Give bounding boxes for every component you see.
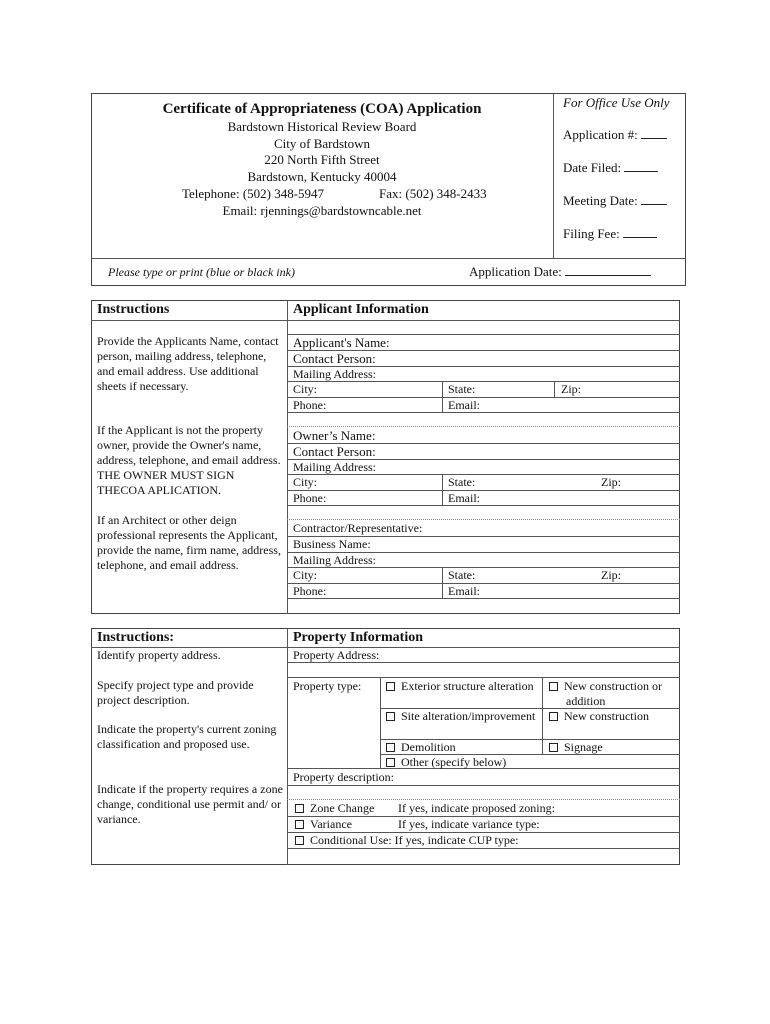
contractor-city[interactable]: City: xyxy=(293,568,318,582)
opt-new-construction[interactable] xyxy=(549,709,649,724)
conditional-use-row[interactable] xyxy=(295,833,519,848)
instructions-heading-2: Instructions: xyxy=(97,630,175,645)
opt-new-construction-label: New construction xyxy=(564,709,649,723)
street-address: 220 North Fifth Street xyxy=(264,152,380,167)
grid-rule xyxy=(442,567,443,598)
contractor-zip[interactable]: Zip: xyxy=(601,568,621,582)
checkbox-new-construction[interactable] xyxy=(549,712,558,721)
owner-phone[interactable]: Phone: xyxy=(293,491,327,505)
office-filing-fee xyxy=(563,226,657,241)
application-date-field[interactable] xyxy=(565,264,651,276)
checkbox-demolition[interactable] xyxy=(386,743,395,752)
opt-signage[interactable] xyxy=(549,740,603,755)
office-date-filed-label: Date Filed: xyxy=(563,160,622,175)
application-date xyxy=(469,264,651,279)
grid-rule xyxy=(287,598,680,599)
grid-rule xyxy=(287,799,680,800)
instructions-property-address: Identify property address. xyxy=(97,648,221,662)
header-bottom-rule xyxy=(91,258,686,259)
checkbox-conditional-use[interactable] xyxy=(295,836,304,845)
property-type-label: Property type: xyxy=(293,679,362,693)
office-use-title: For Office Use Only xyxy=(563,95,670,110)
instructions-project-type: Specify project type and provide project description. xyxy=(97,678,254,707)
opt-new-addition-label: New construction or addition xyxy=(564,679,662,708)
contractor-email[interactable]: Email: xyxy=(448,584,480,598)
zone-change-label: Zone Change xyxy=(310,801,375,815)
applicant-state[interactable]: State: xyxy=(448,382,476,396)
instructions-applicant: Provide the Applicants Name, contact person, mailing address, telephone, and email address. Use additional sheets if necessary. xyxy=(97,334,279,393)
grid-rule xyxy=(287,397,680,398)
opt-demolition[interactable] xyxy=(386,740,456,755)
opt-other[interactable] xyxy=(386,755,506,770)
variance-row[interactable] xyxy=(295,817,352,832)
applicant-info-heading: Applicant Information xyxy=(293,302,429,317)
applicant-zip[interactable]: Zip: xyxy=(561,382,581,396)
office-application-no xyxy=(563,127,667,142)
meeting-date-field[interactable] xyxy=(641,193,667,205)
zone-change-note: If yes, indicate proposed zoning: xyxy=(398,801,555,815)
opt-demolition-label: Demolition xyxy=(401,740,456,754)
property-info-heading: Property Information xyxy=(293,630,423,645)
applicant-name[interactable]: Applicant's Name: xyxy=(293,335,390,350)
office-meeting-date xyxy=(563,193,667,208)
opt-other-label: Other (specify below) xyxy=(401,755,507,769)
office-divider xyxy=(553,93,554,259)
city-name: City of Bardstown xyxy=(273,136,371,151)
grid-rule xyxy=(287,519,680,520)
conditional-use-label: Conditional Use: xyxy=(310,833,392,847)
email: Email: rjennings@bardstowncable.net xyxy=(222,203,422,218)
conditional-use-note: If yes, indicate CUP type: xyxy=(394,833,519,847)
owner-mailing[interactable]: Mailing Address: xyxy=(293,460,376,474)
grid-rule xyxy=(287,583,680,584)
instructions-architect: If an Architect or other deign professional represents the Applicant, provide the name, firm name, address, telephone, and email address. xyxy=(97,513,281,572)
grid-rule xyxy=(287,426,680,427)
checkbox-variance[interactable] xyxy=(295,820,304,829)
variance-note: If yes, indicate variance type: xyxy=(398,817,540,831)
contractor-phone[interactable]: Phone: xyxy=(293,584,327,598)
owner-zip[interactable]: Zip: xyxy=(601,475,621,489)
grid-rule xyxy=(442,474,443,505)
grid-rule xyxy=(287,848,680,849)
instructions-zoning: Indicate the property's current zoning classification and proposed use. xyxy=(97,722,277,751)
opt-exterior[interactable] xyxy=(386,679,552,694)
type-or-print-note: Please type or print (blue or black ink) xyxy=(108,265,295,279)
property-address[interactable]: Property Address: xyxy=(293,648,380,662)
date-filed-field[interactable] xyxy=(624,160,658,172)
contractor-state[interactable]: State: xyxy=(448,568,476,582)
grid-rule xyxy=(287,505,680,506)
grid-rule xyxy=(287,662,680,663)
zone-change-row[interactable] xyxy=(295,801,374,816)
applicant-email[interactable]: Email: xyxy=(448,398,480,412)
grid-rule xyxy=(554,381,555,397)
opt-signage-label: Signage xyxy=(564,740,603,754)
grid-rule xyxy=(287,677,680,678)
instructions-heading-1: Instructions xyxy=(97,302,170,317)
opt-exterior-label: Exterior structure alteration xyxy=(401,679,534,693)
owner-name[interactable]: Owner’s Name: xyxy=(293,428,376,443)
applicant-city[interactable]: City: xyxy=(293,382,318,396)
instructions-zone-change: Indicate if the property requires a zone change, conditional use permit and/ or variance. xyxy=(97,782,283,826)
office-application-no-label: Application #: xyxy=(563,127,638,142)
checkbox-signage[interactable] xyxy=(549,743,558,752)
grid-rule xyxy=(442,381,443,412)
contractor-mailing[interactable]: Mailing Address: xyxy=(293,553,376,567)
property-column-divider xyxy=(287,628,288,865)
instructions-owner: If the Applicant is not the property owner, provide the Owner's name, address, telephone, and email address. THE OWNER MUST SIGN THECOA APLICATION. xyxy=(97,423,281,497)
office-date-filed xyxy=(563,160,658,175)
owner-state[interactable]: State: xyxy=(448,475,476,489)
contractor-business[interactable]: Business Name: xyxy=(293,537,371,551)
variance-label: Variance xyxy=(310,817,352,831)
city-state-zip: Bardstown, Kentucky 40004 xyxy=(247,169,397,184)
grid-rule xyxy=(287,785,680,786)
checkbox-other[interactable] xyxy=(386,758,395,767)
applicant-mailing[interactable]: Mailing Address: xyxy=(293,367,376,381)
application-no-field[interactable] xyxy=(641,127,667,139)
applicant-header-rule xyxy=(91,320,680,321)
owner-email[interactable]: Email: xyxy=(448,491,480,505)
checkbox-exterior[interactable] xyxy=(386,682,395,691)
opt-site-label: Site alteration/improvement xyxy=(401,709,536,723)
office-filing-fee-label: Filing Fee: xyxy=(563,226,620,241)
grid-rule xyxy=(287,490,680,491)
telephone: Telephone: (502) 348-5947 xyxy=(182,186,325,201)
filing-fee-field[interactable] xyxy=(623,226,657,238)
office-meeting-date-label: Meeting Date: xyxy=(563,193,638,208)
contractor-rep[interactable]: Contractor/Representative: xyxy=(293,521,423,535)
applicant-contact[interactable]: Contact Person: xyxy=(293,351,376,366)
checkbox-new-addition[interactable] xyxy=(549,682,558,691)
owner-city[interactable]: City: xyxy=(293,475,318,489)
checkbox-site[interactable] xyxy=(386,712,395,721)
owner-contact[interactable]: Contact Person: xyxy=(293,444,376,459)
checkbox-zone-change[interactable] xyxy=(295,804,304,813)
opt-new-addition[interactable] xyxy=(549,679,694,709)
opt-site[interactable] xyxy=(386,709,552,724)
board-name: Bardstown Historical Review Board xyxy=(227,119,417,134)
fax: Fax: (502) 348-2433 xyxy=(379,186,487,201)
applicant-phone[interactable]: Phone: xyxy=(293,398,327,412)
property-description[interactable]: Property description: xyxy=(293,770,394,784)
application-date-label: Application Date: xyxy=(469,264,562,279)
form-title: Certificate of Appropriateness (COA) Application xyxy=(162,101,482,117)
grid-rule xyxy=(287,412,680,413)
